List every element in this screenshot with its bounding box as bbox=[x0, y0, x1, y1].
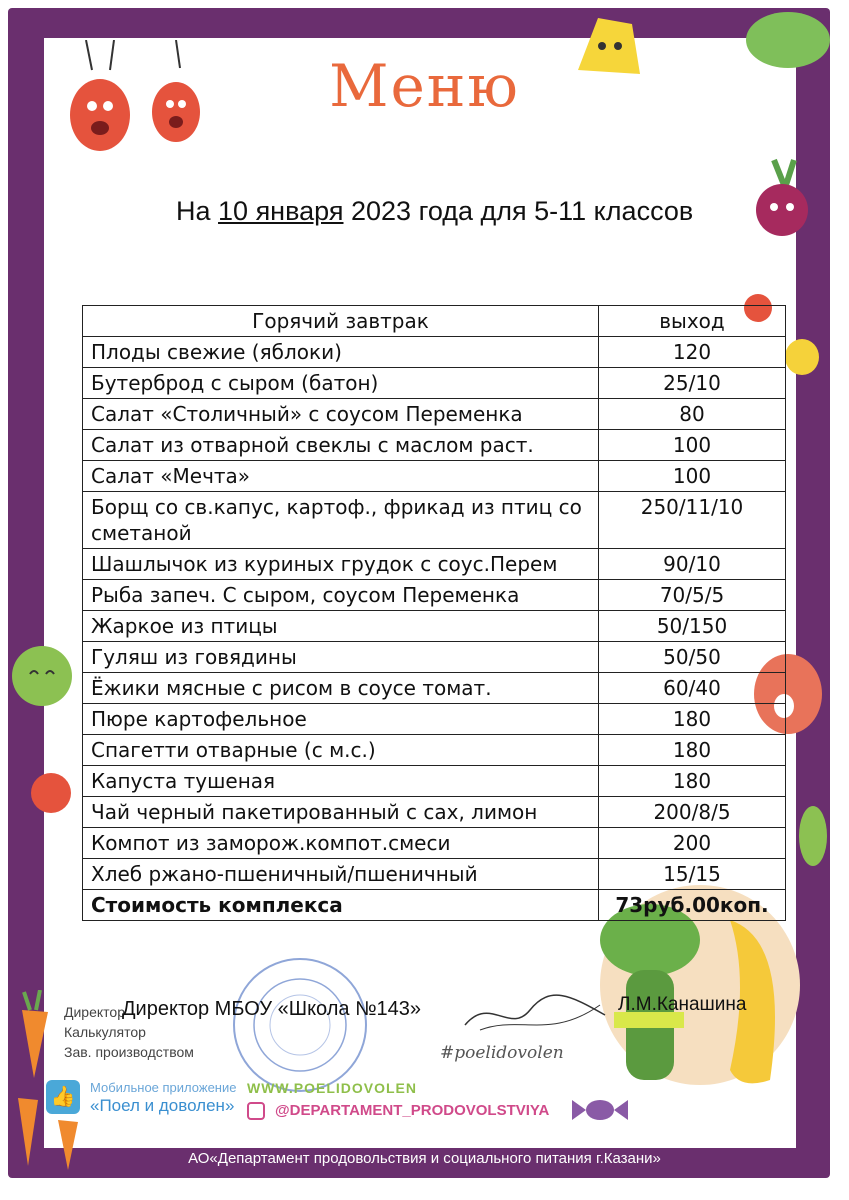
table-row bbox=[83, 828, 786, 859]
table-row bbox=[83, 859, 786, 890]
app-name: «Поел и доволен» bbox=[90, 1096, 235, 1115]
dish-output: 180 bbox=[599, 766, 786, 797]
role-production: Зав. производством bbox=[64, 1044, 194, 1060]
dish-output: 200 bbox=[599, 828, 786, 859]
table-row bbox=[83, 735, 786, 766]
table-row bbox=[83, 430, 786, 461]
director-name: Л.М.Канашина bbox=[618, 994, 747, 1015]
table-row bbox=[83, 368, 786, 399]
total-label: Стоимость комплекса bbox=[83, 890, 599, 921]
total-value: 73руб.00коп. bbox=[599, 890, 786, 921]
table-row bbox=[83, 492, 786, 549]
dish-output: 250/11/10 bbox=[599, 492, 786, 549]
table-row bbox=[83, 797, 786, 828]
table-row bbox=[83, 642, 786, 673]
subtitle-prefix: На bbox=[176, 196, 219, 226]
dish-output: 15/15 bbox=[599, 859, 786, 890]
table-row bbox=[83, 766, 786, 797]
dish-name: Салат «Столичный» с соусом Переменка bbox=[83, 399, 599, 430]
dish-output: 120 bbox=[599, 337, 786, 368]
dish-name: Шашлычок из куриных грудок с соус.Перем bbox=[83, 549, 599, 580]
dish-name: Ёжики мясные с рисом в соусе томат. bbox=[83, 673, 599, 704]
beet-icon bbox=[744, 155, 814, 245]
dish-name: Гуляш из говядины bbox=[83, 642, 599, 673]
dish-name: Жаркое из птицы bbox=[83, 611, 599, 642]
subtitle-suffix: 2023 года для 5-11 классов bbox=[343, 196, 694, 226]
table-row bbox=[83, 461, 786, 492]
dish-output: 50/150 bbox=[599, 611, 786, 642]
dish-output: 50/50 bbox=[599, 642, 786, 673]
menu-table bbox=[82, 305, 786, 921]
table-row bbox=[83, 337, 786, 368]
signature bbox=[460, 985, 610, 1045]
table-row bbox=[83, 704, 786, 735]
small-tomato-left-icon bbox=[26, 766, 76, 816]
dish-name: Борщ со св.капус, картоф., фрикад из птиц со сметаной bbox=[83, 492, 599, 549]
instagram-handle: @DEPARTAMENT_PRODOVOLSTVIYA bbox=[275, 1102, 550, 1119]
page-title: Меню bbox=[329, 52, 520, 120]
role-director: Директор bbox=[64, 1004, 125, 1020]
apple-icon bbox=[6, 630, 76, 710]
dish-name: Салат «Мечта» bbox=[83, 461, 599, 492]
dish-name: Салат из отварной свеклы с маслом раст. bbox=[83, 430, 599, 461]
instagram-icon bbox=[247, 1102, 265, 1120]
candy-icon bbox=[570, 1090, 630, 1130]
dish-output: 100 bbox=[599, 430, 786, 461]
table-row bbox=[83, 611, 786, 642]
dish-name: Компот из заморож.компот.смеси bbox=[83, 828, 599, 859]
dish-name: Чай черный пакетированный с сах, лимон bbox=[83, 797, 599, 828]
table-row bbox=[83, 673, 786, 704]
dish-output: 80 bbox=[599, 399, 786, 430]
dish-output: 200/8/5 bbox=[599, 797, 786, 828]
dish-name: Спагетти отварные (с м.с.) bbox=[83, 735, 599, 766]
like-app-icon: 👍 bbox=[46, 1080, 80, 1114]
dish-name: Хлеб ржано-пшеничный/пшеничный bbox=[83, 859, 599, 890]
dish-output: 60/40 bbox=[599, 673, 786, 704]
role-calculator: Калькулятор bbox=[64, 1024, 146, 1040]
table-row bbox=[83, 549, 786, 580]
dish-name: Пюре картофельное bbox=[83, 704, 599, 735]
header-output: выход bbox=[599, 306, 786, 337]
dish-name: Плоды свежие (яблоки) bbox=[83, 337, 599, 368]
hashtag: #poelidovolen bbox=[440, 1043, 564, 1063]
footer-organization: АО«Департамент продовольствия и социального питания г.Казани» bbox=[188, 1150, 661, 1167]
dish-name: Бутерброд с сыром (батон) bbox=[83, 368, 599, 399]
menu-date: 10 января bbox=[218, 196, 344, 226]
dish-output: 70/5/5 bbox=[599, 580, 786, 611]
app-caption: Мобильное приложение bbox=[90, 1080, 237, 1095]
instagram-link[interactable] bbox=[247, 1102, 549, 1120]
lemon-icon bbox=[782, 336, 822, 378]
website-link[interactable]: WWW.POELIDOVOLEN bbox=[247, 1080, 417, 1096]
menu-subtitle bbox=[176, 196, 693, 227]
table-row bbox=[83, 399, 786, 430]
dish-output: 90/10 bbox=[599, 549, 786, 580]
table-row bbox=[83, 580, 786, 611]
dish-output: 180 bbox=[599, 735, 786, 766]
director-title: Директор МБОУ «Школа №143» bbox=[122, 998, 422, 1020]
total-row bbox=[83, 890, 786, 921]
table-header-row bbox=[83, 306, 786, 337]
dish-output: 100 bbox=[599, 461, 786, 492]
header-dish: Горячий завтрак bbox=[83, 306, 599, 337]
dish-output: 180 bbox=[599, 704, 786, 735]
dish-name: Капуста тушеная bbox=[83, 766, 599, 797]
pepper-icon bbox=[796, 800, 830, 870]
stamp-icon bbox=[230, 955, 370, 1095]
dish-output: 25/10 bbox=[599, 368, 786, 399]
dish-name: Рыба запеч. С сыром, соусом Переменка bbox=[83, 580, 599, 611]
carrot-icon bbox=[12, 990, 56, 1080]
